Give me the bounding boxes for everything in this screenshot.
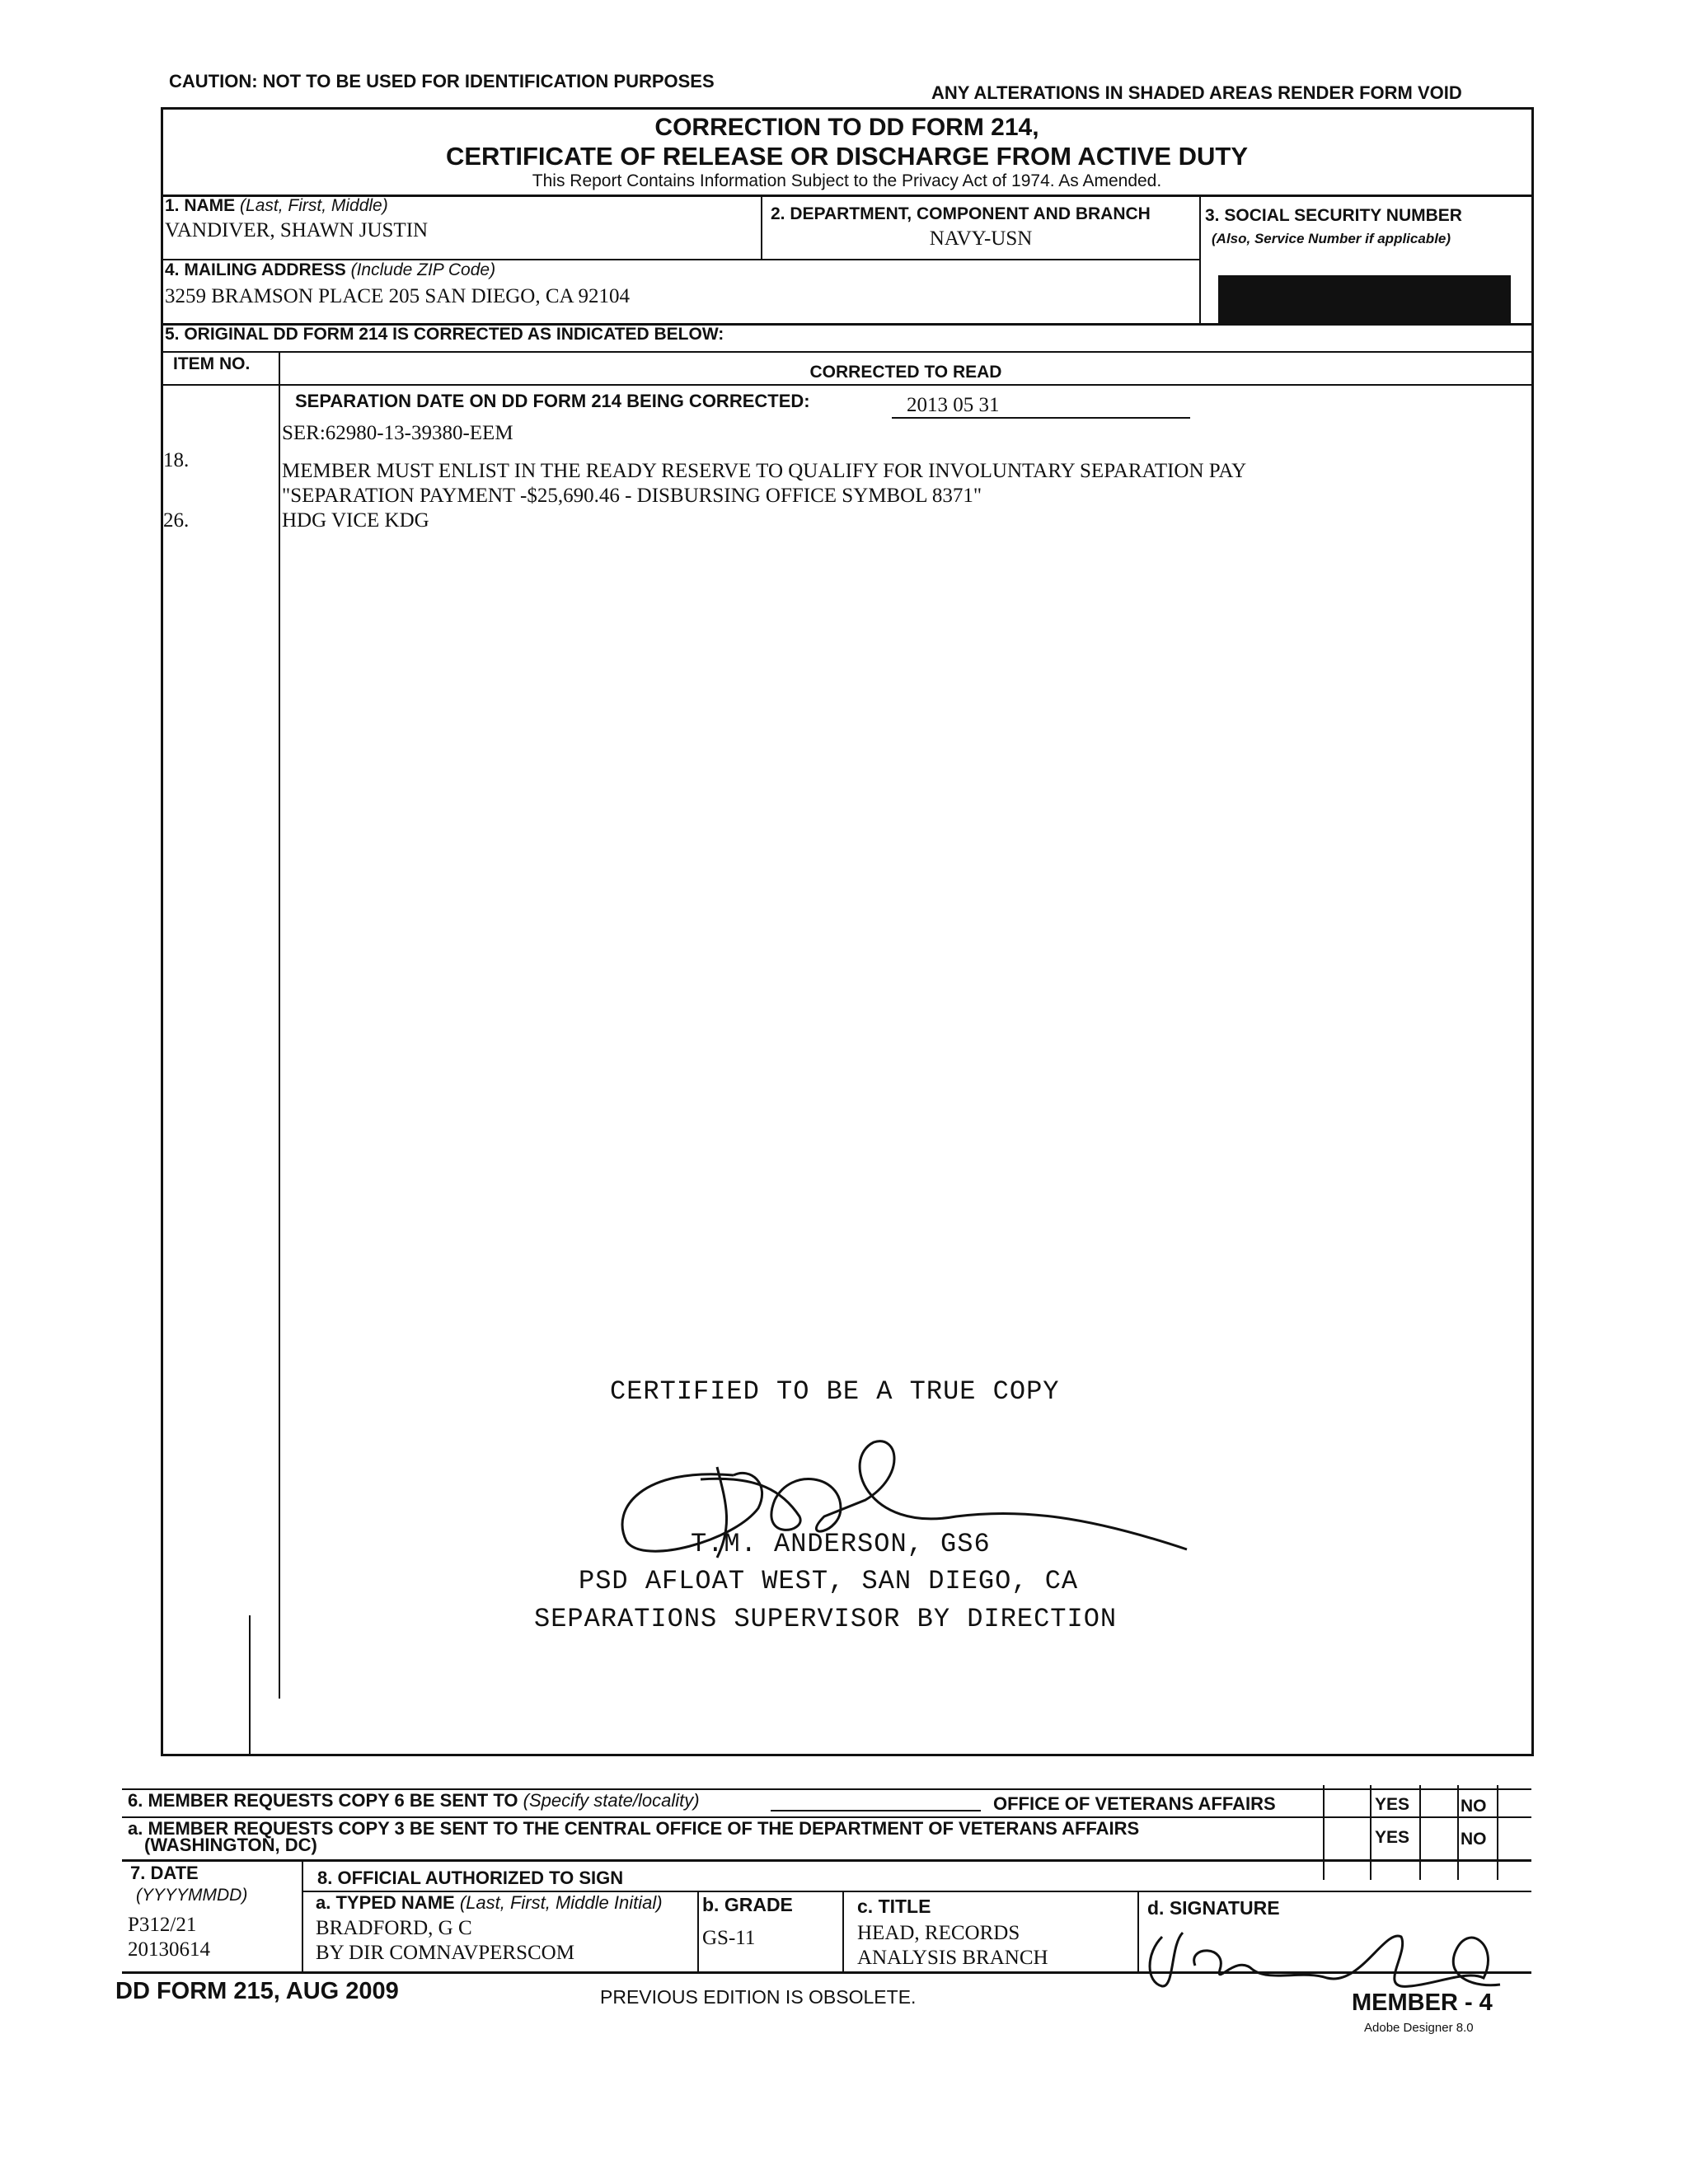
official-label: 8. OFFICIAL AUTHORIZED TO SIGN — [317, 1868, 624, 1888]
title-line1: CORRECTION TO DD FORM 214, — [654, 114, 1039, 141]
date-value-2: 20130614 — [128, 1938, 210, 1961]
form-number: DD FORM 215, AUG 2009 — [115, 1978, 399, 2004]
separation-date-value: 2013 05 31 — [907, 394, 1000, 416]
department-label: 2. DEPARTMENT, COMPONENT AND BRANCH — [771, 204, 1151, 223]
typed-name-value-1: BRADFORD, G C — [316, 1917, 472, 1939]
item-26-line: HDG VICE KDG — [282, 509, 429, 532]
form-title — [165, 114, 1529, 191]
member-copy-number: MEMBER - 4 — [1352, 1990, 1493, 2016]
section5-label: 5. ORIGINAL DD FORM 214 IS CORRECTED AS INDICATED BELOW: — [165, 325, 724, 344]
name-label: 1. NAME (Last, First, Middle) — [165, 196, 388, 215]
item-18-number: 18. — [163, 449, 190, 471]
title-label: c. TITLE — [857, 1896, 931, 1917]
veterans-affairs-office: OFFICE OF VETERANS AFFAIRS — [993, 1793, 1276, 1814]
certifier-role: SEPARATIONS SUPERVISOR BY DIRECTION — [534, 1604, 1118, 1634]
address-value: 3259 BRAMSON PLACE 205 SAN DIEGO, CA 92104 — [165, 285, 630, 307]
privacy-notice: This Report Contains Information Subject to the Privacy Act of 1974. As Amended. — [532, 171, 1162, 190]
typed-name-label: a. TYPED NAME (Last, First, Middle Initial) — [316, 1892, 663, 1913]
certifier-name: T.M. ANDERSON, GS6 — [691, 1529, 991, 1559]
address-label: 4. MAILING ADDRESS (Include ZIP Code) — [165, 260, 496, 279]
copy6-no: NO — [1461, 1797, 1487, 1816]
department-value: NAVY-USN — [929, 227, 1033, 250]
previous-edition-note: PREVIOUS EDITION IS OBSOLETE. — [600, 1986, 917, 2008]
section6-label: 6. MEMBER REQUESTS COPY 6 BE SENT TO (Specify state/locality) — [128, 1790, 700, 1811]
name-value: VANDIVER, SHAWN JUSTIN — [165, 219, 429, 241]
copy6-yes: YES — [1375, 1795, 1410, 1814]
grade-label: b. GRADE — [702, 1894, 793, 1915]
item-18-line1: MEMBER MUST ENLIST IN THE READY RESERVE TO QUALIFY FOR INVOLUNTARY SEPARATION PAY — [282, 460, 1247, 482]
signature-label: d. SIGNATURE — [1147, 1897, 1280, 1919]
item-18-line2: "SEPARATION PAYMENT -$25,690.46 - DISBURSING OFFICE SYMBOL 8371" — [282, 485, 982, 507]
item-26-number: 26. — [163, 509, 190, 532]
separation-date-label: SEPARATION DATE ON DD FORM 214 BEING CORRECTED: — [295, 391, 810, 411]
copy3-no: NO — [1461, 1830, 1487, 1849]
ssn-label: 3. SOCIAL SECURITY NUMBER — [1205, 206, 1462, 225]
caution-text: CAUTION: NOT TO BE USED FOR IDENTIFICATION PURPOSES — [169, 71, 715, 91]
alterations-text: ANY ALTERATIONS IN SHADED AREAS RENDER FORM VOID — [931, 82, 1462, 103]
copy3-yes: YES — [1375, 1828, 1410, 1847]
item-no-header: ITEM NO. — [173, 354, 251, 373]
official-signature-icon — [1137, 1920, 1517, 1994]
typed-name-value-2: BY DIR COMNAVPERSCOM — [316, 1942, 574, 1964]
designer-note: Adobe Designer 8.0 — [1364, 2021, 1474, 2035]
ser-number: SER:62980-13-39380-EEM — [282, 422, 513, 444]
title-value-1: HEAD, RECORDS — [857, 1922, 1020, 1944]
title-line2: CERTIFICATE OF RELEASE OR DISCHARGE FROM ACTIVE DUTY — [445, 142, 1249, 171]
ssn-hint: (Also, Service Number if applicable) — [1212, 231, 1451, 246]
section6a-line2: (WASHINGTON, DC) — [144, 1835, 317, 1855]
date-hint: (YYYYMMDD) — [136, 1886, 248, 1905]
certified-true-copy: CERTIFIED TO BE A TRUE COPY — [610, 1376, 1060, 1407]
corrected-header: CORRECTED TO READ — [809, 363, 1002, 382]
certifier-office: PSD AFLOAT WEST, SAN DIEGO, CA — [579, 1566, 1079, 1596]
date-value-1: P312/21 — [128, 1914, 197, 1936]
date-label: 7. DATE — [130, 1863, 199, 1883]
title-value-2: ANALYSIS BRANCH — [857, 1947, 1048, 1969]
grade-value: GS-11 — [702, 1927, 756, 1949]
section6a-line1: a. MEMBER REQUESTS COPY 3 BE SENT TO THE CENTRAL OFFICE OF THE DEPARTMENT OF VETERANS AFFAIRS — [128, 1818, 1140, 1839]
ssn-redaction — [1218, 275, 1511, 323]
